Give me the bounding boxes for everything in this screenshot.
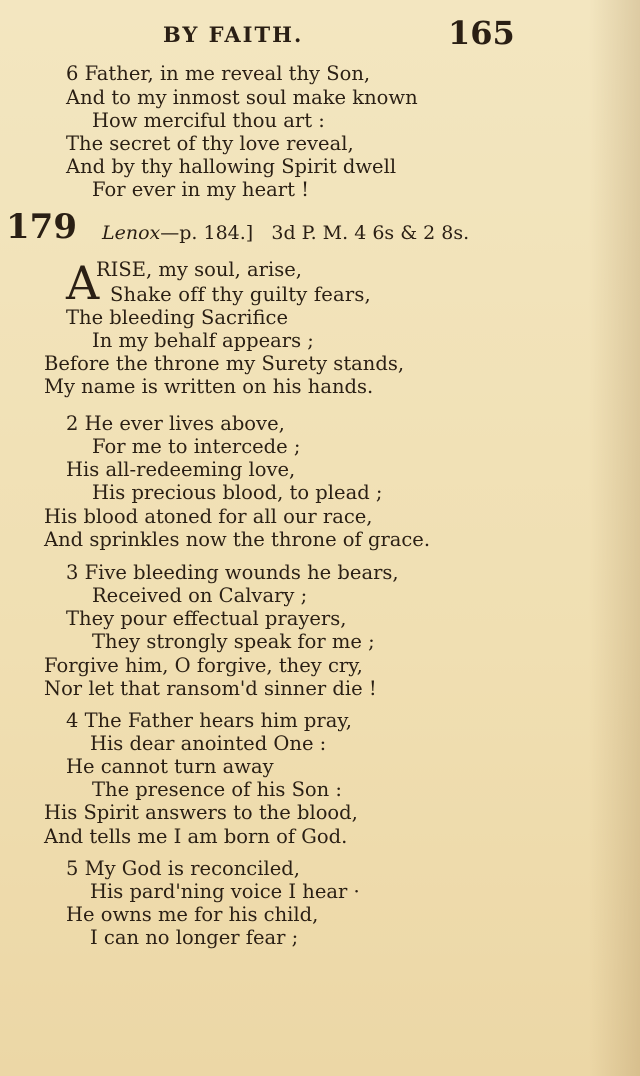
- verse-line: How merciful thou art :: [92, 109, 325, 132]
- verse-line: His Spirit answers to the blood,: [44, 801, 358, 824]
- tune-name: Lenox: [102, 222, 161, 244]
- tune-heading: [102, 222, 469, 244]
- verse-line: 6 Father, in me reveal thy Son,: [66, 62, 371, 85]
- verse-line: For me to intercede ;: [92, 435, 301, 458]
- verse-line: The bleeding Sacrifice: [66, 306, 288, 329]
- verse-line: His precious blood, to plead ;: [92, 481, 383, 504]
- verse-line: Received on Calvary ;: [92, 584, 308, 607]
- tune-reference: —p. 184.]: [160, 222, 254, 244]
- running-title: BY FAITH.: [163, 22, 304, 47]
- verse-line: Shake off thy guilty fears,: [110, 283, 371, 306]
- page-header: [0, 14, 640, 54]
- verse-line: 5 My God is reconciled,: [66, 857, 300, 880]
- verse-line: And to my inmost soul make known: [66, 86, 418, 109]
- verse-line: In my behalf appears ;: [92, 329, 314, 352]
- verse-line: My name is written on his hands.: [44, 375, 374, 398]
- verse-line: He cannot turn away: [66, 755, 274, 778]
- verse-line: His all-redeeming love,: [66, 458, 296, 481]
- verse-line: And sprinkles now the throne of grace.: [44, 528, 431, 551]
- verse-line: They strongly speak for me ;: [92, 630, 375, 653]
- verse-line: And tells me I am born of God.: [44, 825, 348, 848]
- verse-line: 3 Five bleeding wounds he bears,: [66, 561, 399, 584]
- verse-line: And by thy hallowing Spirit dwell: [66, 155, 397, 178]
- verse-line: Nor let that ransom'd sinner die !: [44, 677, 377, 700]
- drop-cap: A: [66, 256, 100, 310]
- verse-line: His pard'ning voice I hear ·: [90, 880, 360, 903]
- verse-line: They pour effectual prayers,: [66, 607, 347, 630]
- page-number: 165: [448, 14, 515, 52]
- verse-line: His dear anointed One :: [90, 732, 327, 755]
- verse-line: RISE, my soul, arise,: [96, 258, 302, 281]
- verse-line: His blood atoned for all our race,: [44, 505, 373, 528]
- verse-line: The secret of thy love reveal,: [66, 132, 354, 155]
- verse-line: He owns me for his child,: [66, 903, 319, 926]
- verse-line: 2 He ever lives above,: [66, 412, 285, 435]
- verse-line: Forgive him, O forgive, they cry,: [44, 654, 363, 677]
- hymn-number: 179: [6, 207, 77, 247]
- meter: 3d P. M. 4 6s & 2 8s.: [271, 222, 470, 244]
- verse-line: Before the throne my Surety stands,: [44, 352, 405, 375]
- verse-line: I can no longer fear ;: [90, 926, 299, 949]
- verse-line: The presence of his Son :: [92, 778, 342, 801]
- verse-line: For ever in my heart !: [92, 178, 309, 201]
- verse-line: 4 The Father hears him pray,: [66, 709, 352, 732]
